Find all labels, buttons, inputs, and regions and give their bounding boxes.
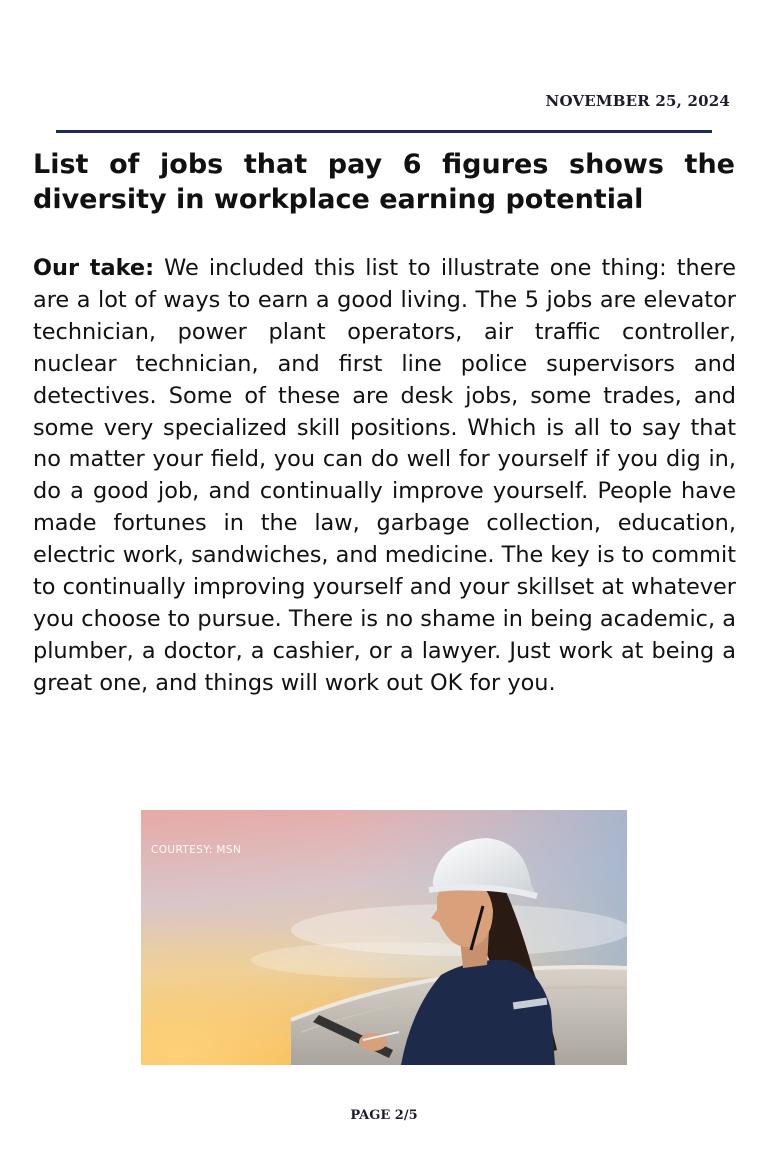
header-divider xyxy=(56,130,712,133)
article-headline: List of jobs that pay 6 figures shows the diversity in workplace earning potential xyxy=(33,149,735,215)
article-date: NOVEMBER 25, 2024 xyxy=(545,92,730,110)
our-take-label: Our take: xyxy=(33,255,155,281)
article-body xyxy=(33,253,736,700)
worker-photo xyxy=(141,810,627,1065)
article-body-text: We included this list to illustrate one thing: there are a lot of ways to earn a good living. The 5 jobs are elevator technician, power plant operators, air traffic controller, nuclear technician, and first line police supervisors and detectives. Some of these are desk jobs, some trades, and some very specialized skill positions. Which is all to say that no matter your field, you can do well for yourself if you dig in, do a good job, and continually improve yourself. People have made fortunes in the law, garbage collection, education, electric work, sandwiches, and medicine. The key is to commit to continually improving yourself and your skillset at whatever you choose to pursue. There is no shame in being academic, a plumber, a doctor, a cashier, or a lawyer. Just work at being a great one, and things will work out OK for you. xyxy=(33,255,736,696)
photo-credit: COURTESY: MSN xyxy=(151,844,242,856)
page-number: PAGE 2/5 xyxy=(350,1108,418,1123)
